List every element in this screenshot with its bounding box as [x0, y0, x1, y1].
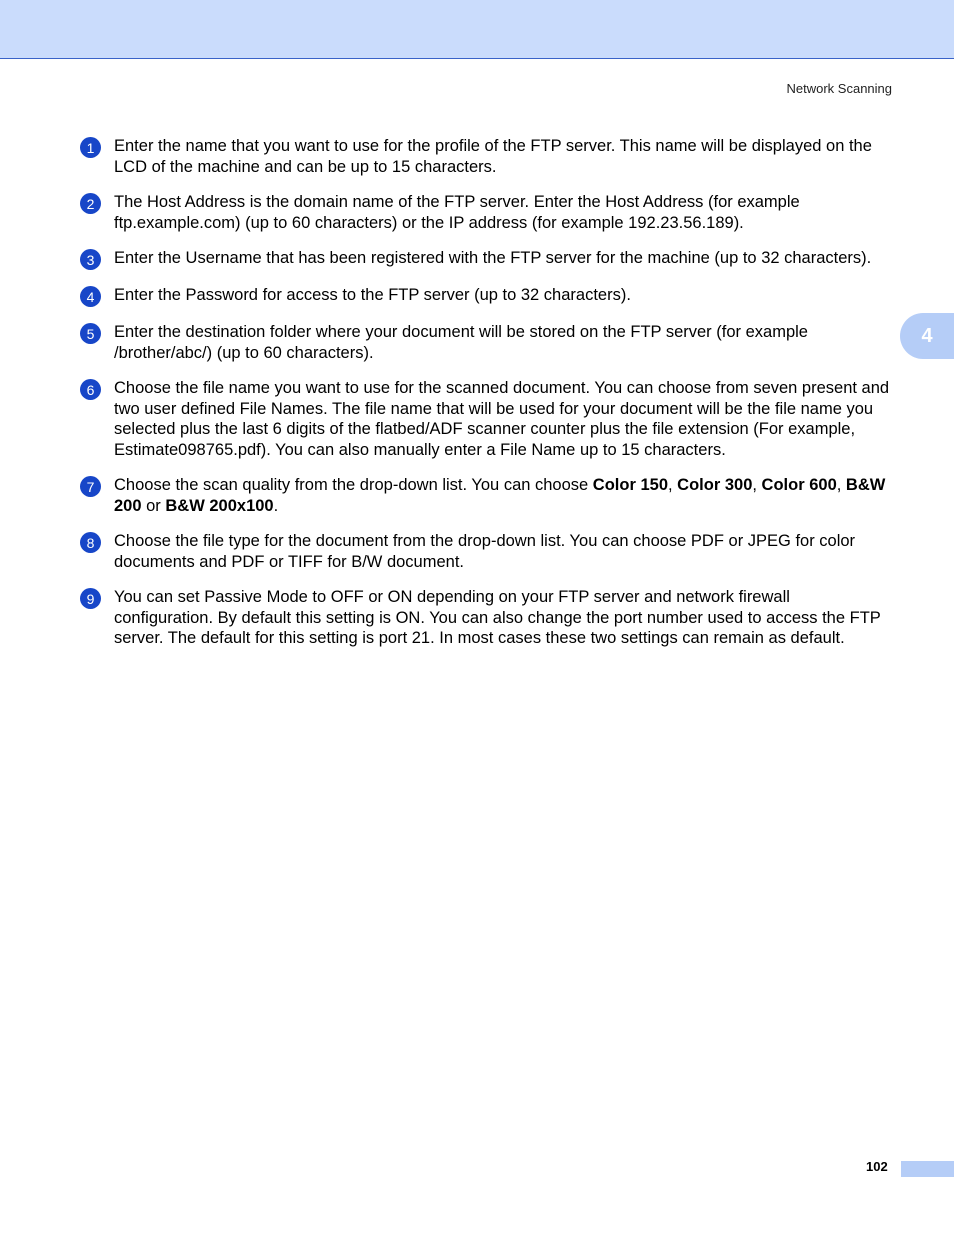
step-number-badge: 2 — [80, 193, 101, 214]
option-bw-200: B&W 200 — [114, 476, 886, 515]
header-band — [0, 0, 954, 59]
step-number-badge: 9 — [80, 588, 101, 609]
option-color-150: Color 150 — [592, 476, 668, 494]
option-color-300: Color 300 — [677, 476, 753, 494]
period: . — [273, 496, 279, 515]
separator: , — [668, 476, 678, 494]
step-text: Enter the destination folder where your document will be stored on the FTP server (for example /brother/abc/) (up to 60 characters). — [114, 323, 808, 362]
step-text: Choose the file name you want to use for the scanned document. You can choose from seven present and two user defined File Names. The file name that will be used for your document will be the file name you selected plus the last 6 digits of the flatbed/ADF scanner counter plus the file extension (For example, Estimate098765.pdf). You can also manually enter a File Name up to 15 characters. — [114, 379, 890, 459]
page-number: 102 — [866, 1159, 888, 1174]
section-title: Network Scanning — [786, 81, 892, 96]
step-number-badge: 6 — [80, 379, 101, 400]
step-4 — [80, 285, 892, 307]
step-9 — [80, 587, 892, 649]
step-text — [114, 475, 890, 516]
step-3 — [80, 248, 892, 270]
separator: or — [141, 496, 166, 515]
step-number-badge: 4 — [80, 286, 101, 307]
step-list — [80, 136, 892, 664]
step-number-badge: 3 — [80, 249, 101, 270]
step-text: Choose the file type for the document from the drop-down list. You can choose PDF or JPEG for color documents and PDF or TIFF for B/W document. — [114, 532, 856, 571]
step-1 — [80, 136, 892, 177]
chapter-tab — [900, 313, 954, 359]
step-text-intro: Choose the scan quality from the drop-down list. You can choose — [114, 476, 593, 494]
step-6 — [80, 378, 892, 460]
option-color-600: Color 600 — [761, 476, 837, 494]
step-text: Enter the Username that has been registered with the FTP server for the machine (up to 32 characters). — [114, 249, 872, 267]
step-text: You can set Passive Mode to OFF or ON depending on your FTP server and network firewall configuration. By default this setting is ON. You can also change the port number used to access the FTP server. The default for this setting is port 21. In most cases these two settings can remain as default. — [114, 588, 881, 647]
step-number-badge: 7 — [80, 476, 101, 497]
option-bw-200x100: B&W 200x100 — [165, 496, 274, 515]
separator: , — [752, 476, 762, 494]
footer-bar — [901, 1161, 954, 1177]
step-2 — [80, 192, 892, 233]
step-number-badge: 5 — [80, 323, 101, 344]
step-5 — [80, 322, 892, 363]
step-number-badge: 8 — [80, 532, 101, 553]
step-text: Enter the name that you want to use for the profile of the FTP server. This name will be displayed on the LCD of the machine and can be up to 15 characters. — [114, 137, 872, 176]
step-7 — [80, 475, 892, 516]
step-text: Enter the Password for access to the FTP server (up to 32 characters). — [114, 286, 631, 304]
step-number-badge: 1 — [80, 137, 101, 158]
chapter-number: 4 — [921, 324, 933, 347]
separator: , — [836, 476, 846, 494]
step-text: The Host Address is the domain name of the FTP server. Enter the Host Address (for example ftp.example.com) (up to 60 characters) or the IP address (for example 192.23.56.189). — [114, 193, 800, 232]
step-8 — [80, 531, 892, 572]
